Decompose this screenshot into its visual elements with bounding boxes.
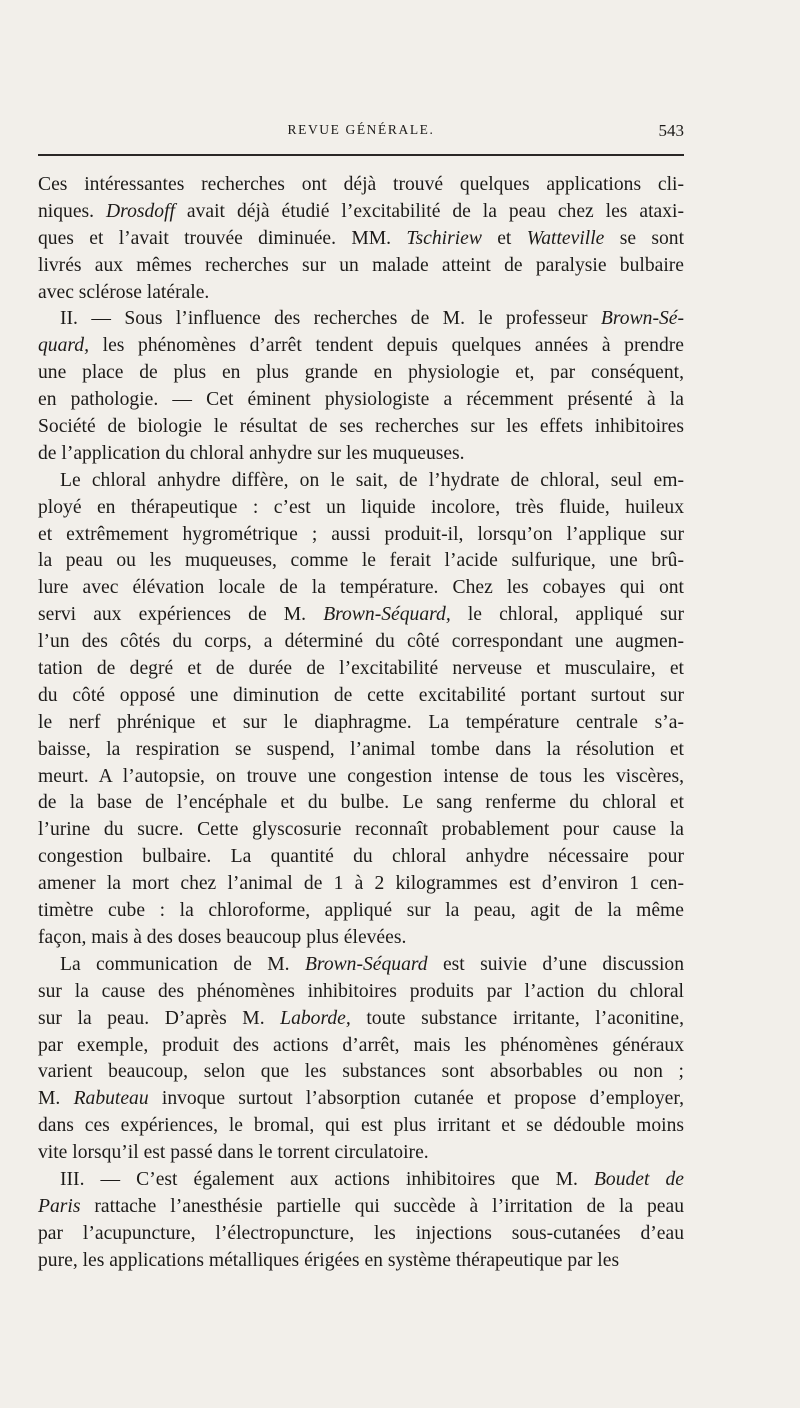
text-run: amener la mort chez l’animal de 1 à 2 kilogrammes est d’environ 1 cen- [38, 873, 684, 895]
italic-name: Paris [38, 1195, 81, 1217]
text-line [38, 656, 684, 683]
text-run: façon, mais à des doses beaucoup plus élevées. [38, 926, 407, 948]
text-line [38, 226, 684, 253]
text-line [38, 306, 684, 333]
text-run: sur la cause des phénomènes inhibitoires produits par l’action du chloral [38, 980, 684, 1002]
text-line [38, 468, 684, 495]
text-line [38, 1167, 684, 1194]
text-line [38, 737, 684, 764]
text-run: dans ces expériences, le bromal, qui est plus irritant et se dédouble moins [38, 1115, 684, 1137]
text-run: ques et l’avait trouvée diminuée. MM. [38, 227, 407, 249]
italic-name: Laborde, [280, 1007, 351, 1029]
text-line [38, 979, 684, 1006]
text-line [38, 952, 684, 979]
text-run: congestion bulbaire. La quantité du chloral anhydre nécessaire pour [38, 846, 684, 868]
text-line [38, 575, 684, 602]
text-run: tation de degré et de durée de l’excitabilité nerveuse et musculaire, et [38, 658, 684, 680]
text-line [38, 790, 684, 817]
italic-name: Boudet de [593, 1168, 684, 1190]
text-run: de l’application du chloral anhydre sur les muqueuses. [38, 442, 465, 464]
text-run: le nerf phrénique et sur le diaphragme. La température centrale s’a- [38, 711, 684, 733]
text-line [38, 925, 684, 952]
italic-name: quard, [38, 335, 89, 357]
text-line [38, 629, 684, 656]
italic-name: Brown-Sé- [600, 308, 684, 330]
text-line [38, 898, 684, 925]
text-run: Ces intéressantes recherches ont déjà trouvé quelques applications cli- [38, 174, 684, 195]
text-run: avec sclérose latérale. [38, 281, 210, 303]
text-run: III. — C’est également aux actions inhibitoires que M. [60, 1168, 594, 1190]
text-run: timètre cube : la chloroforme, appliqué sur la peau, agit de la même [38, 900, 684, 922]
text-run: de la base de l’encéphale et du bulbe. Le sang renferme du chloral et [38, 792, 684, 814]
text-line [38, 548, 684, 575]
text-run: pure, les applications métalliques érigées en système thérapeutique par les [38, 1249, 620, 1271]
text-line [38, 764, 684, 791]
text-run: et [481, 227, 527, 249]
text-run: avait déjà étudié l’excitabilité de la peau chez les ataxi- [174, 200, 684, 222]
text-run: toute substance irritante, l’aconitine, [350, 1007, 684, 1029]
italic-name: Rabuteau [73, 1088, 149, 1110]
text-run: Société de biologie le résultat de ses recherches sur les effets inhibitoires [38, 416, 684, 438]
text-line [38, 387, 684, 414]
text-line [38, 333, 684, 360]
text-run: est suivie d’une discussion [427, 953, 684, 975]
text-run: par exemple, produit des actions d’arrêt, mais les phénomènes généraux [38, 1034, 684, 1056]
text-run: M. [38, 1088, 74, 1110]
text-line [38, 360, 684, 387]
italic-name: Brown-Séquard, [323, 604, 451, 626]
text-run: Le chloral anhydre diffère, on le sait, de l’hydrate de chloral, seul em- [60, 469, 684, 491]
text-line [38, 1033, 684, 1060]
text-run: lure avec élévation locale de la température. Chez les cobayes qui ont [38, 577, 684, 599]
text-run: sur la peau. D’après M. [38, 1007, 281, 1029]
text-run: du côté opposé une diminution de cette excitabilité portant surtout sur [38, 684, 684, 706]
text-line [38, 1006, 684, 1033]
text-run: une place de plus en plus grande en physiologie et, par conséquent, [38, 362, 684, 384]
text-line [38, 1221, 684, 1248]
text-run: II. — Sous l’influence des recherches de M. le professeur [60, 308, 601, 330]
text-run: servi aux expériences de M. [38, 604, 324, 626]
running-head: REVUE GÉNÉRALE. [287, 122, 435, 137]
text-run: baisse, la respiration se suspend, l’animal tombe dans la résolution et [38, 738, 684, 760]
text-run: l’urine du sucre. Cette glyscosurie reconnaît probablement pour cause la [38, 819, 684, 841]
text-line [38, 844, 684, 871]
text-line [38, 1086, 684, 1113]
text-line [38, 199, 684, 226]
text-line [38, 172, 684, 199]
text-line [38, 602, 684, 629]
text-line [38, 817, 684, 844]
text-run: en pathologie. — Cet éminent physiologiste a récemment présenté à la [38, 389, 684, 411]
page-header [38, 122, 684, 142]
italic-name: Watteville [526, 227, 605, 249]
text-line [38, 710, 684, 737]
text-line [38, 683, 684, 710]
body-text [38, 172, 684, 1275]
text-run: la peau ou les muqueuses, comme le ferait l’acide sulfurique, une brû- [38, 550, 684, 572]
text-run: varient beaucoup, selon que les substances sont absorbables ou non ; [38, 1061, 684, 1083]
text-run: invoque surtout l’absorption cutanée et propose d’employer, [148, 1088, 684, 1110]
text-line [38, 871, 684, 898]
text-line [38, 522, 684, 549]
text-run: vite lorsqu’il est passé dans le torrent circulatoire. [38, 1142, 429, 1164]
text-run: et extrêmement hygrométrique ; aussi produit-il, lorsqu’on l’applique sur [38, 523, 684, 545]
text-line [38, 495, 684, 522]
header-rule [38, 154, 684, 156]
text-run: La communication de M. [60, 953, 305, 975]
text-line [38, 441, 684, 468]
text-run: le chloral, appliqué sur [450, 604, 684, 626]
text-line [38, 1194, 684, 1221]
text-run: livrés aux mêmes recherches sur un malade atteint de paralysie bulbaire [38, 254, 684, 276]
text-run: rattache l’anesthésie partielle qui succède à l’irritation de la peau [80, 1195, 684, 1217]
text-line [38, 414, 684, 441]
text-run: les phénomènes d’arrêt tendent depuis quelques années à prendre [88, 335, 684, 357]
text-line [38, 1059, 684, 1086]
text-line [38, 280, 684, 307]
italic-name: Brown-Séquard [304, 953, 428, 975]
italic-name: Tschiriew [406, 227, 482, 249]
text-line [38, 1113, 684, 1140]
page-number: 543 [658, 121, 684, 140]
text-line [38, 1140, 684, 1167]
text-run: ployé en thérapeutique : c’est un liquide incolore, très fluide, huileux [38, 496, 684, 518]
text-run: par l’acupuncture, l’électropuncture, les injections sous-cutanées d’eau [38, 1222, 684, 1244]
italic-name: Drosdoff [106, 200, 175, 222]
text-run: l’un des côtés du corps, a déterminé du côté correspondant une augmen- [38, 631, 684, 653]
text-run: meurt. A l’autopsie, on trouve une congestion intense de tous les viscères, [38, 765, 684, 787]
text-line [38, 253, 684, 280]
text-run: niques. [38, 200, 107, 222]
text-line [38, 1248, 684, 1275]
text-run: se sont [604, 227, 685, 249]
